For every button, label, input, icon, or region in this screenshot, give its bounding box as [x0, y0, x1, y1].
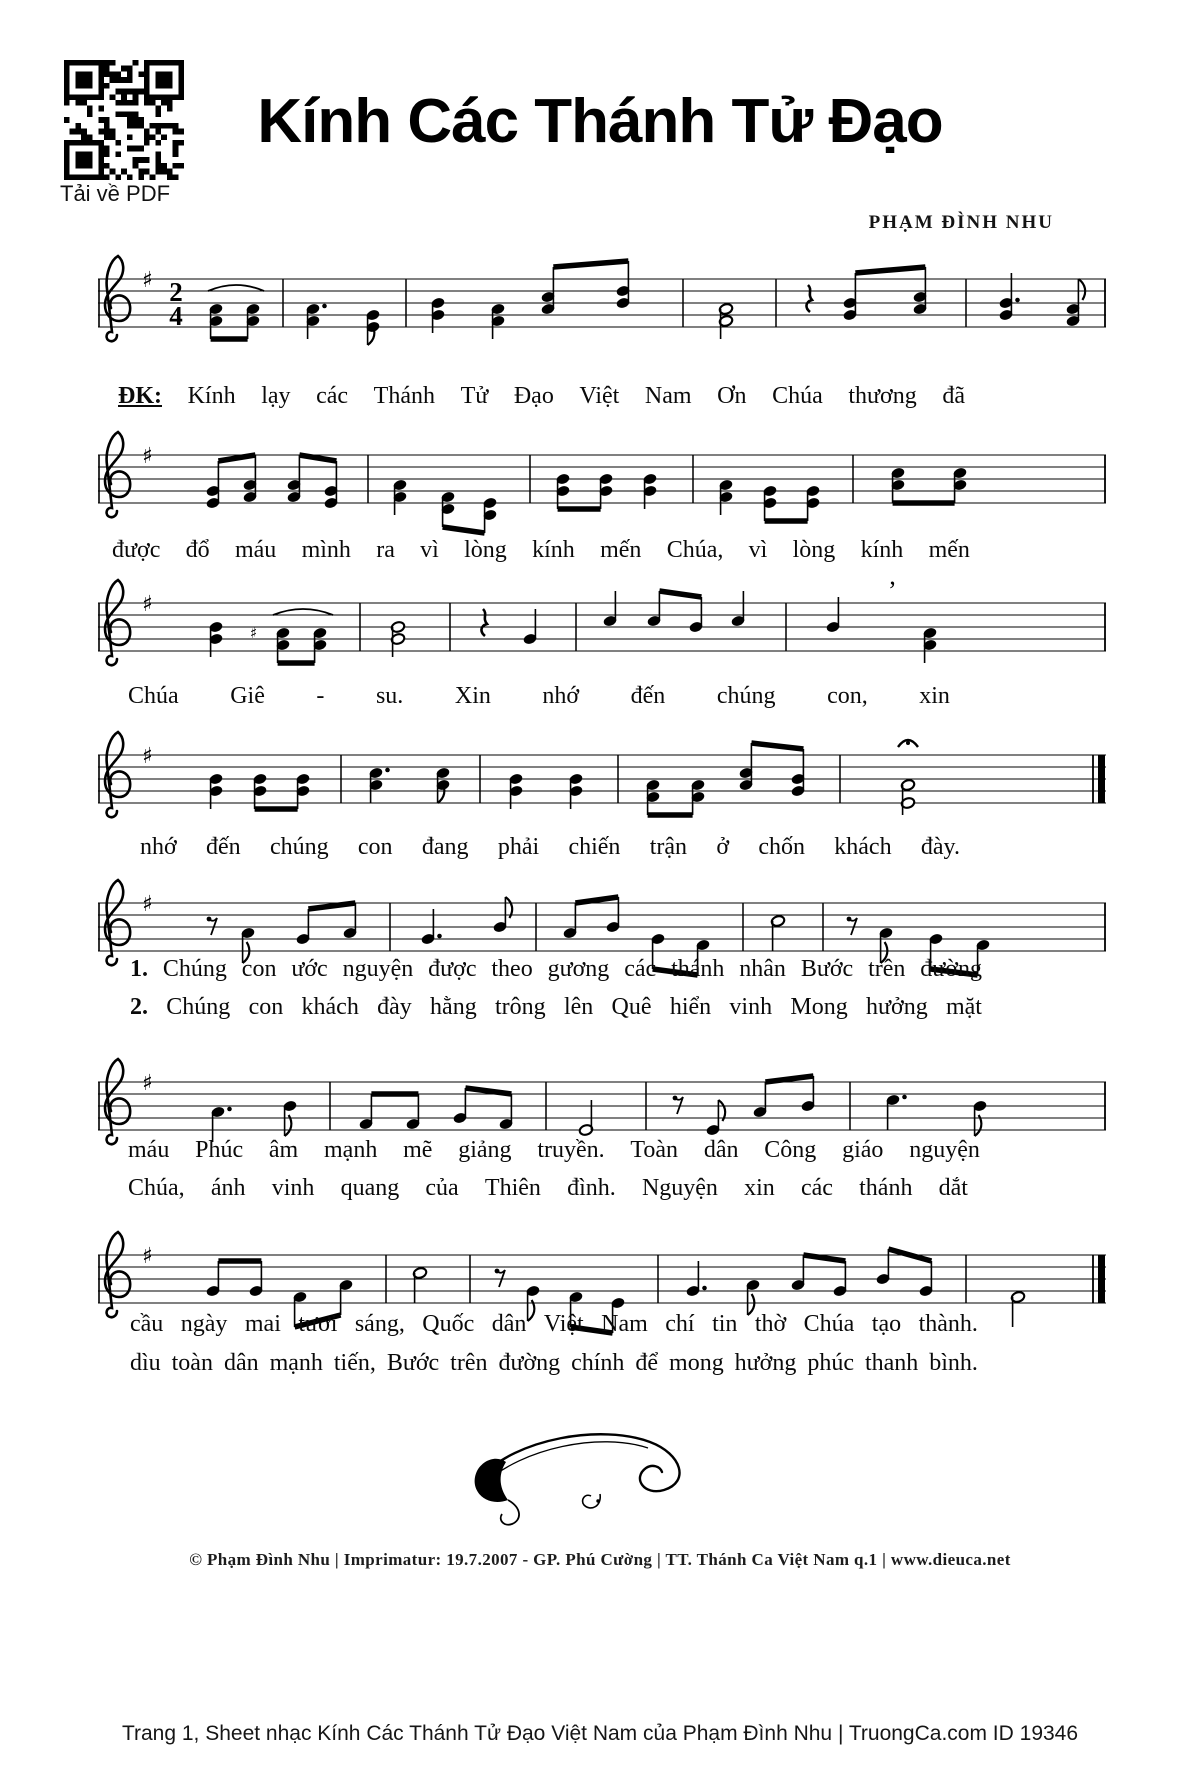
lyric-syllable: Chúng [166, 994, 231, 1020]
lyric-syllable: chúng [716, 683, 776, 709]
lyric-syllable: bình. [929, 1350, 978, 1376]
treble-clef [105, 880, 130, 965]
lyric-syllable: Nam [644, 383, 692, 409]
lyric-syllable: đường [498, 1350, 561, 1376]
quarter-rest [806, 285, 812, 312]
lyric-syllable: ra [376, 537, 395, 563]
lyric-syllable: thánh [859, 1175, 913, 1201]
lyric-syllable: nhân [739, 956, 786, 982]
lyric-syllable: con [248, 994, 284, 1020]
download-pdf-label[interactable]: Tải về PDF [60, 181, 171, 206]
lyric-syllable: nguyện [909, 1137, 980, 1163]
lyric-syllable: dắt [938, 1175, 968, 1201]
lyric-syllable: con [241, 956, 277, 982]
lyric-syllable: trên [450, 1350, 488, 1376]
lyric-syllable: Công [764, 1137, 817, 1163]
lyric-syllable: các [624, 956, 657, 982]
lyric-syllable: con, [827, 683, 868, 709]
lyric-syllable: Đạo [513, 383, 554, 409]
lyric-syllable: hưởng [866, 994, 928, 1020]
lyric-syllable: tin [712, 1311, 738, 1337]
lyric-line-verse2-a [130, 993, 982, 1021]
lyric-syllable: Ơn [717, 383, 747, 409]
key-signature-sharp: ♯ [142, 1244, 153, 1269]
treble-clef [105, 1059, 130, 1144]
lyric-syllable: giáo [842, 1137, 884, 1163]
lyric-syllable: trận [649, 834, 688, 860]
lyric-syllable: nguyện [342, 956, 414, 982]
lyric-syllable: dân [491, 1311, 527, 1337]
lyric-syllable: để [635, 1350, 659, 1376]
staff-1 [98, 245, 1108, 375]
lyric-syllable: Thiên [484, 1175, 541, 1201]
key-signature-sharp: ♯ [142, 1071, 153, 1096]
lyric-syllable: mạnh [269, 1350, 323, 1376]
lyric-syllable: Giê [230, 683, 265, 709]
quarter-rest [481, 609, 487, 636]
lyric-syllable: lạy [261, 383, 291, 409]
staff-4 [98, 721, 1108, 851]
lyric-syllable: Thánh [373, 383, 435, 409]
lyric-syllable: dìu [130, 1350, 161, 1376]
lyric-syllable: Quê [611, 994, 652, 1020]
lyric-syllable: lên [563, 994, 594, 1020]
time-signature: 4 [169, 301, 183, 331]
lyric-syllable: mến [600, 537, 642, 563]
key-signature-sharp: ♯ [142, 444, 153, 469]
lyric-syllable: mong [669, 1350, 724, 1376]
lyric-syllable: chiến [568, 834, 621, 860]
lyric-syllable: truyền. [537, 1137, 605, 1163]
lyric-syllable: Toàn [630, 1137, 679, 1163]
lyric-syllable: Chúa, [666, 537, 724, 563]
key-signature-sharp: ♯ [142, 744, 153, 769]
treble-clef [105, 732, 130, 817]
lyric-line-refrain-3 [128, 682, 950, 710]
lyric-syllable: máu [128, 1137, 170, 1163]
treble-clef [105, 256, 130, 341]
lyric-syllable: Việt [543, 1311, 584, 1337]
lyric-syllable: nhớ [542, 683, 580, 709]
lyric-syllable: xin [744, 1175, 775, 1201]
time-signature: 2 [169, 277, 183, 307]
lyric-syllable: trông [494, 994, 546, 1020]
lyric-syllable: đày. [920, 834, 960, 860]
verse-number-2: 2. [130, 994, 148, 1020]
lyric-syllable: các [316, 383, 349, 409]
lyric-line-refrain-2 [112, 536, 970, 564]
lyric-syllable: đến [206, 834, 241, 860]
lyric-syllable: Nam [601, 1311, 648, 1337]
lyric-syllable: thờ [754, 1311, 787, 1337]
lyric-syllable: Xin [454, 683, 491, 709]
lyric-syllable: hiển [669, 994, 712, 1020]
lyric-syllable: lòng [792, 537, 836, 563]
treble-clef [105, 1232, 130, 1317]
swash-ornament [452, 1416, 712, 1536]
lyric-syllable: Chúa [803, 1311, 855, 1337]
lyric-syllable: âm [268, 1137, 299, 1163]
lyric-syllable: hằng [430, 994, 477, 1020]
lyric-syllable: chí [665, 1311, 695, 1337]
lyric-syllable: Kính [187, 383, 236, 409]
lyric-syllable: của [425, 1175, 459, 1201]
lyric-syllable: vì [420, 537, 439, 563]
key-signature-sharp: ♯ [142, 268, 153, 293]
lyric-syllable: đã [942, 383, 965, 409]
lyric-syllable: chốn [758, 834, 805, 860]
lyric-syllable: dân [223, 1350, 259, 1376]
lyric-syllable: con [357, 834, 393, 860]
verse-number-1: 1. [130, 956, 148, 982]
lyric-syllable: khách [834, 834, 892, 860]
treble-clef [105, 432, 130, 517]
lyric-syllable: đày [377, 994, 412, 1020]
lyric-syllable: đổ [185, 537, 210, 563]
lyric-syllable: Chúa, [128, 1175, 185, 1201]
lyric-syllable: đình. [567, 1175, 616, 1201]
lyric-syllable: xin [919, 683, 950, 709]
lyric-syllable: quang [340, 1175, 400, 1201]
lyric-syllable: chính [571, 1350, 625, 1376]
lyric-syllable: Chúng [162, 956, 227, 982]
lyric-syllable: Mong [790, 994, 848, 1020]
lyric-syllable: vinh [271, 1175, 315, 1201]
lyric-syllable: các [800, 1175, 833, 1201]
breath-mark: ’ [888, 576, 897, 605]
lyric-syllable: kính [532, 537, 575, 563]
lyric-line-refrain-4 [140, 833, 960, 861]
lyric-syllable: tiến, [333, 1350, 376, 1376]
key-signature-sharp: ♯ [142, 892, 153, 917]
staff-3 [98, 569, 1108, 699]
lyric-syllable: mặt [945, 994, 982, 1020]
lyric-syllable: mai [244, 1311, 281, 1337]
lyric-syllable: ước [291, 956, 328, 982]
lyric-syllable: phải [497, 834, 540, 860]
lyric-syllable: vinh [729, 994, 773, 1020]
lyric-syllable: Bước [800, 956, 854, 982]
lyric-syllable: cầu [130, 1311, 164, 1337]
lyric-syllable: vì [748, 537, 768, 563]
lyric-syllable: khách [301, 994, 359, 1020]
lyric-line-verse1-c [130, 1310, 978, 1338]
lyric-syllable: Bước [386, 1350, 440, 1376]
lyric-syllable: ngày [180, 1311, 228, 1337]
lyric-syllable: su. [375, 683, 404, 709]
lyric-syllable: gương [547, 956, 610, 982]
lyric-syllable: lòng [464, 537, 507, 563]
lyric-syllable: thánh [671, 956, 725, 982]
lyric-line-refrain-1 [118, 382, 965, 410]
lyric-syllable: ánh [210, 1175, 246, 1201]
lyric-syllable: Phúc [195, 1137, 244, 1163]
lyric-syllable: phúc [807, 1350, 854, 1376]
lyric-syllable: máu [234, 537, 277, 563]
lyric-line-verse1-b [128, 1136, 980, 1164]
lyric-syllable: kính [860, 537, 904, 563]
lyric-syllable: Nguyện [641, 1175, 718, 1201]
lyric-syllable: tươi [298, 1311, 338, 1337]
lyric-syllable: - [316, 683, 325, 709]
lyric-syllable: được [428, 956, 477, 982]
copyright-line: © Phạm Đình Nhu | Imprimatur: 19.7.2007 - GP. Phú Cường | TT. Thánh Ca Việt Nam q.1 | www.dieuca.net [189, 1550, 1011, 1569]
page-title: Kính Các Thánh Tử Đạo [257, 87, 943, 156]
lyric-syllable: hưởng [734, 1350, 797, 1376]
sharp-accidental: ♯ [250, 624, 258, 642]
lyric-syllable: thương [848, 383, 917, 409]
lyric-syllable: Chúa [128, 683, 179, 709]
lyric-syllable: Tử [460, 383, 489, 409]
lyric-syllable: Chúa [772, 383, 823, 409]
lyric-syllable: Quốc [422, 1311, 475, 1337]
composer-name: PHẠM ĐÌNH NHU [868, 212, 1054, 233]
lyric-syllable: mình [301, 537, 351, 563]
lyric-syllable: Việt [579, 383, 620, 409]
lyric-syllable: đang [421, 834, 469, 860]
lyric-syllable: giảng [458, 1137, 512, 1163]
lyric-syllable: trên [868, 956, 906, 982]
lyric-syllable: đến [630, 683, 666, 709]
lyric-syllable: đường [920, 956, 982, 982]
lyric-syllable: tạo [871, 1311, 902, 1337]
lyric-syllable: mạnh [324, 1137, 378, 1163]
lyric-syllable: toàn [171, 1350, 213, 1376]
treble-clef [105, 580, 130, 665]
staff-2 [98, 421, 1108, 551]
lyric-line-verse2-b [128, 1174, 968, 1202]
lyric-line-verse1-a [130, 955, 982, 983]
lyric-syllable: mẽ [403, 1137, 433, 1163]
lyric-syllable: ở [716, 834, 730, 860]
key-signature-sharp: ♯ [142, 592, 153, 617]
lyric-syllable: dân [703, 1137, 739, 1163]
lyric-line-verse2-c [130, 1349, 978, 1377]
lyric-syllable: được [112, 537, 161, 563]
lyric-syllable: chúng [269, 834, 329, 860]
page-footer: Trang 1, Sheet nhạc Kính Các Thánh Tử Đạo Việt Nam của Phạm Đình Nhu | TruongCa.com ID 19346 [121, 1722, 1079, 1745]
lyric-syllable: thanh [864, 1350, 919, 1376]
lyric-syllable: nhớ [140, 834, 177, 860]
lyric-syllable: thành. [918, 1311, 978, 1337]
lyric-syllable: mến [928, 537, 970, 563]
refrain-marker: ĐK: [118, 383, 162, 409]
lyric-syllable: theo [491, 956, 533, 982]
lyric-syllable: sáng, [354, 1311, 405, 1337]
